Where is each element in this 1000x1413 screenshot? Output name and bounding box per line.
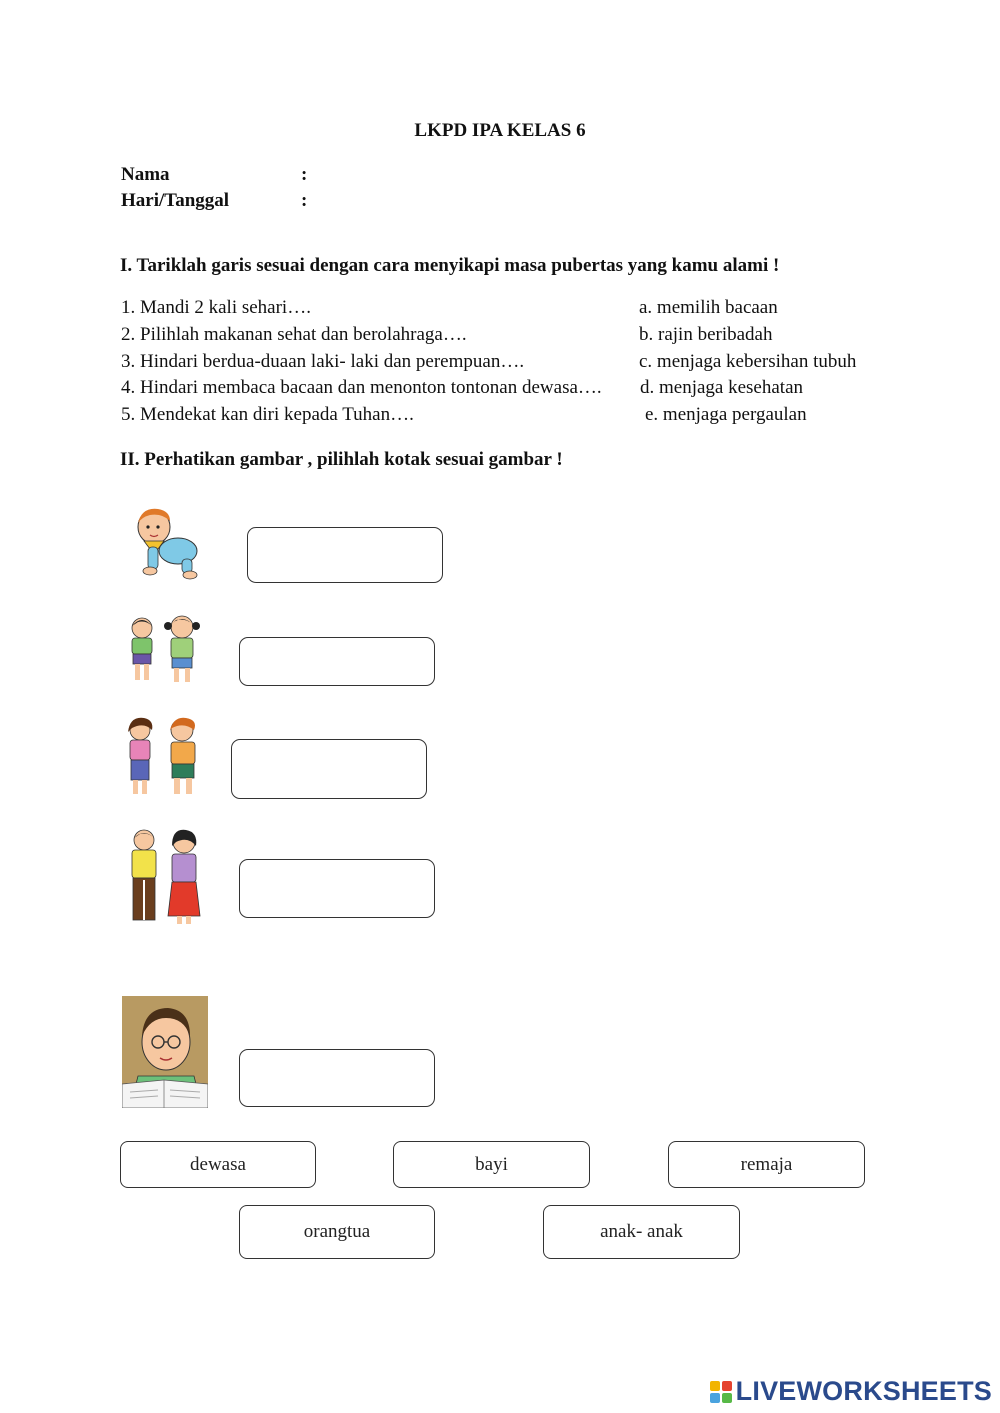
- date-label: Hari/Tanggal: [121, 190, 230, 211]
- statement-5: 5. Mendekat kan diri kepada Tuhan….: [121, 404, 414, 425]
- option-d: d. menjaga kesehatan: [640, 377, 804, 398]
- old-man-image: [122, 996, 208, 1108]
- children-image: [122, 614, 208, 688]
- adults-image: [122, 828, 208, 928]
- teenagers-image: [122, 716, 210, 800]
- answer-box-1[interactable]: [247, 527, 443, 583]
- choice-orangtua[interactable]: [239, 1205, 435, 1259]
- page-title: LKPD IPA KELAS 6: [414, 120, 586, 141]
- section1-heading: I. Tariklah garis sesuai dengan cara menyikapi masa pubertas yang kamu alami !: [120, 255, 780, 276]
- option-e: e. menjaga pergaulan: [645, 404, 807, 425]
- answer-box-5[interactable]: [239, 1049, 435, 1107]
- baby-image: [128, 503, 200, 581]
- choice-label: remaja: [740, 1153, 793, 1175]
- option-a: a. memilih bacaan: [639, 297, 778, 318]
- choice-bayi[interactable]: [393, 1141, 590, 1188]
- choice-dewasa[interactable]: [120, 1141, 316, 1188]
- statement-2: 2. Pilihlah makanan sehat dan berolahraga….: [121, 324, 467, 345]
- choice-label: dewasa: [190, 1153, 246, 1175]
- statement-3: 3. Hindari berdua-duaan laki- laki dan perempuan….: [121, 351, 525, 372]
- liveworksheets-logo[interactable]: [710, 1376, 992, 1407]
- name-colon: :: [301, 164, 308, 185]
- logo-grid-icon: [710, 1381, 732, 1403]
- choice-anak-anak[interactable]: [543, 1205, 740, 1259]
- choice-remaja[interactable]: [668, 1141, 865, 1188]
- answer-box-3[interactable]: [231, 739, 427, 799]
- statement-1: 1. Mandi 2 kali sehari….: [121, 297, 311, 318]
- statement-4: 4. Hindari membaca bacaan dan menonton tontonan dewasa….: [121, 377, 602, 398]
- answer-box-2[interactable]: [239, 637, 435, 686]
- answer-box-4[interactable]: [239, 859, 435, 918]
- choice-label: anak- anak: [600, 1221, 683, 1242]
- date-colon: :: [301, 190, 308, 211]
- option-b: b. rajin beribadah: [639, 324, 773, 345]
- section2-heading: II. Perhatikan gambar , pilihlah kotak sesuai gambar !: [120, 449, 563, 470]
- choice-label: bayi: [475, 1153, 508, 1175]
- choice-label: orangtua: [303, 1221, 371, 1242]
- option-c: c. menjaga kebersihan tubuh: [639, 351, 857, 372]
- name-label: Nama: [121, 164, 170, 185]
- brand-name: LIVEWORKSHEETS: [735, 1376, 992, 1406]
